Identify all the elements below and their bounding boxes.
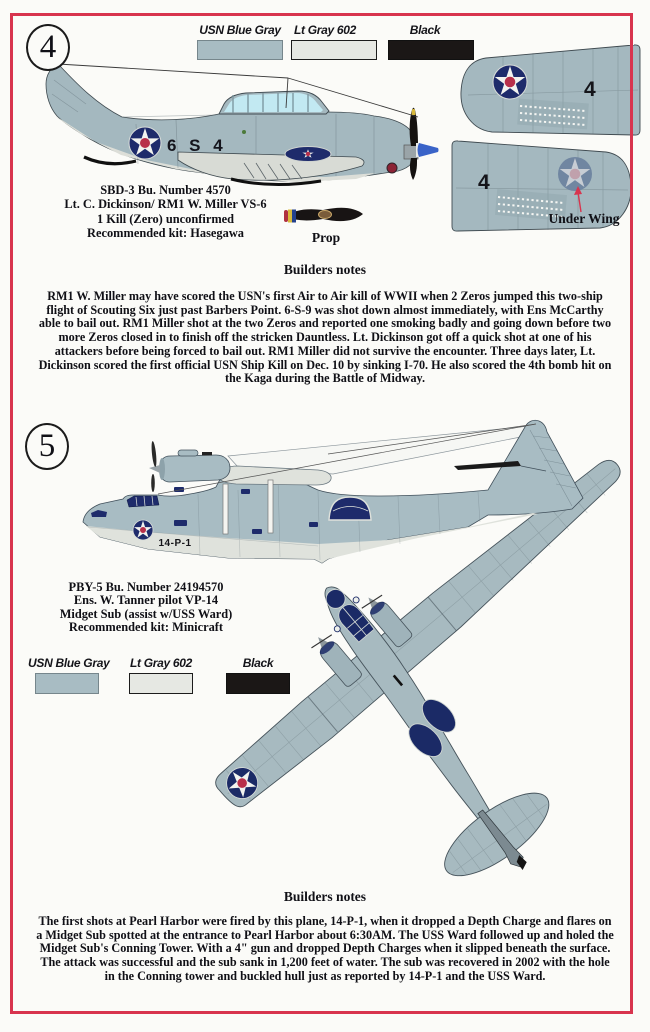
swatch-usn-blue-gray bbox=[196, 23, 284, 60]
sbd3-airframe bbox=[46, 64, 417, 185]
swatch-color-box bbox=[129, 673, 193, 694]
green-dot bbox=[242, 130, 246, 134]
pby5-info-block bbox=[40, 581, 252, 634]
prop-blade bbox=[151, 441, 158, 467]
section-5-marker bbox=[25, 423, 69, 470]
prop-hub-logo bbox=[319, 211, 332, 219]
section-4-number: 4 bbox=[39, 29, 57, 65]
swatch-label: Black bbox=[242, 656, 274, 670]
fuselage-red-dot bbox=[387, 163, 397, 173]
wing-strut bbox=[223, 484, 228, 534]
dive-brake-perforations bbox=[517, 99, 589, 130]
section-5-number: 5 bbox=[38, 428, 56, 464]
sbd3-wing-panels bbox=[448, 40, 644, 238]
swatch-label: Lt Gray 602 bbox=[129, 656, 193, 670]
builders-notes-body-2: The first shots at Pearl Harbor were fired by this plane, 14-P-1, when it dropped a Depth Charge and flares on a Midget Sub spotted at the entrance to Pearl Harbor about 6:30AM. The USS Ward followed up and holed the Midget Sub's Conning Tower. With a 4" gun and dropped Depth Charges when it slipped beneath the surface. The attack was successful and the sub sank in 1,200 feet of water. The sub was recovered in 2002 with the hole in the Conning tower and buckled hull just as reported by 14-P-1 and the USS Ward. bbox=[36, 914, 614, 983]
hull-insignia bbox=[133, 520, 153, 540]
wing-under-number: 4 bbox=[478, 171, 490, 194]
hull-code: 14-P-1 bbox=[158, 538, 192, 549]
prop-blade bbox=[151, 474, 155, 492]
fuselage-code: 6 S 4 bbox=[167, 136, 227, 155]
prop-tip-blue bbox=[292, 210, 296, 223]
swatch-color-box bbox=[197, 40, 283, 60]
prop-caption: Prop bbox=[311, 230, 341, 245]
swatch-label: Lt Gray 602 bbox=[293, 23, 357, 37]
prop-tip-yellow bbox=[412, 109, 416, 115]
builders-notes-title-2: Builders notes bbox=[283, 889, 367, 904]
prop-tip-red bbox=[284, 210, 288, 222]
swatch-label: USN Blue Gray bbox=[199, 23, 281, 37]
landing-gear bbox=[84, 157, 136, 164]
info-line: Recommended kit: Hasegawa bbox=[87, 225, 244, 240]
swatch-black bbox=[388, 23, 462, 60]
cockpit-windows bbox=[127, 496, 159, 507]
info-line: 1 Kill (Zero) unconfirmed bbox=[96, 211, 235, 226]
prop-tip-yellow bbox=[288, 210, 292, 223]
info-line: Lt. C. Dickinson/ RM1 W. Miller VS-6 bbox=[64, 197, 267, 212]
section-4-marker bbox=[26, 24, 70, 71]
swatch-color-box bbox=[35, 673, 99, 694]
wing-strut bbox=[268, 480, 273, 533]
fuselage-insignia bbox=[129, 127, 161, 159]
tailplane bbox=[430, 775, 573, 906]
swatch-color-box bbox=[226, 673, 290, 694]
under-wing-caption: Under Wing bbox=[548, 211, 620, 226]
builders-notes-title-1: Builders notes bbox=[283, 262, 367, 277]
info-line: Recommended kit: Minicraft bbox=[68, 619, 224, 634]
swatch-color-box bbox=[291, 40, 377, 60]
swatch-usn-blue-gray-2 bbox=[28, 656, 110, 694]
swatch-label: USN Blue Gray bbox=[28, 656, 110, 670]
swatch-label: Black bbox=[409, 23, 441, 37]
swatch-lt-gray-602 bbox=[291, 23, 359, 60]
builders-notes-body-1: RM1 W. Miller may have scored the USN's first Air to Air kill of WWII when 2 Zeros jumped this two-ship flight of Scouting Six just past Barbers Point. 6-S-9 was shot down almost immediately, with Ens McCarthy able to bail out. RM1 Miller shot at the two Zeros and reported one smoking badly and going down before two more Zeros closed in to finish off the stricken Dauntless. Lt. Dickinson got off a quick shot at one of his attackers before being forced to bail out. RM1 Miller did not survive the encounter. Three days later, Lt. Dickinson scored the first official USN Ship Kill on Dec. 10 by sinking I-70. He also scored the 4th bomb hit on the Kaga during the Battle of Midway. bbox=[38, 289, 612, 386]
wing-top-insignia bbox=[493, 65, 527, 99]
pby5-side-profile bbox=[78, 410, 645, 580]
wing-under-insignia-faded bbox=[558, 157, 592, 191]
sbd3-info-block bbox=[48, 183, 283, 240]
swatch-lt-gray-602-2 bbox=[127, 656, 195, 694]
spinner bbox=[149, 465, 160, 473]
prop-decal-piece bbox=[278, 200, 374, 234]
swatch-color-box bbox=[388, 40, 474, 60]
wing-top-panel bbox=[461, 45, 640, 135]
info-line: PBY-5 Bu. Number 24194570 bbox=[68, 580, 224, 594]
swatch-black-2 bbox=[224, 656, 292, 694]
info-line: Ens. W. Tanner pilot VP-14 bbox=[73, 593, 219, 608]
spinner bbox=[418, 143, 439, 157]
wing-top-number: 4 bbox=[584, 78, 596, 101]
info-line: SBD-3 Bu. Number 4570 bbox=[100, 183, 231, 197]
info-line: Midget Sub (assist w/USS Ward) bbox=[59, 606, 233, 621]
